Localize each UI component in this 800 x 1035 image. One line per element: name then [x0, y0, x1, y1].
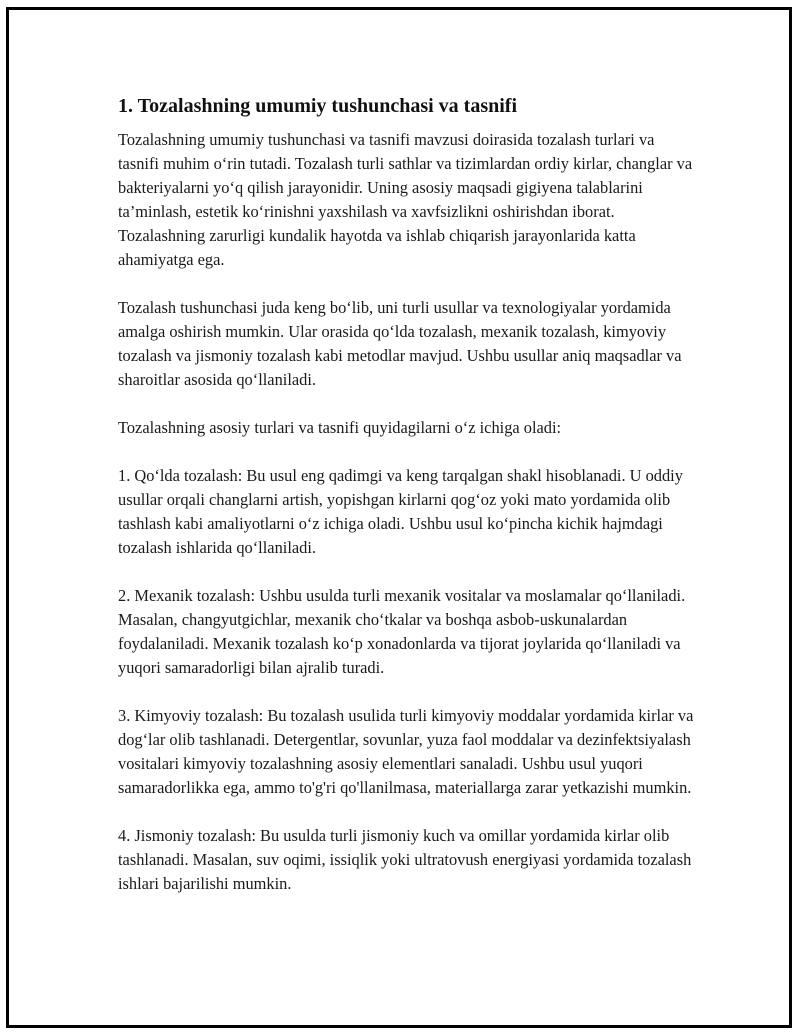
paragraph-types-intro: Tozalashning asosiy turlari va tasnifi quyidagilarni o‘z ichiga oladi:	[118, 418, 562, 437]
section-heading: 1. Tozalashning umumiy tushunchasi va tasnifi	[118, 95, 518, 117]
paragraph-mechanical-cleaning: 2. Mexanik tozalash: Ushbu usulda turli mexanik vositalar va moslamalar qo‘llaniladi. Masalan, changyutgichlar, mexanik cho‘tkalar va boshqa asbob-uskunalardan foydalaniladi. Mexanik tozalash ko‘p xonadonlarda va tijorat joylarida qo‘llaniladi va yuqori samaradorligi bilan ajralib turadi.	[118, 586, 686, 677]
paragraph-manual-cleaning: 1. Qo‘lda tozalash: Bu usul eng qadimgi va keng tarqalgan shakl hisoblanadi. U oddiy usullar orqali changlarni artish, yopishgan kirlarni qog‘oz yoki mato yordamida olib tashlash kabi amaliyotlarni o‘z ichiga oladi. Ushbu usul ko‘pincha kichik hajmdagi tozalash ishlarida qo‘llaniladi.	[118, 466, 683, 557]
paragraph-chemical-cleaning: 3. Kimyoviy tozalash: Bu tozalash usulida turli kimyoviy moddalar yordamida kirlar va dog‘lar olib tashlanadi. Detergentlar, sovunlar, yuza faol moddalar va dezinfektsiyalash vositalari kimyoviy tozalashning asosiy elementlari sanaladi. Ushbu usul yuqori samaradorlikka ega, ammo to'g'ri qo'llanilmasa, materiallarga zarar yetkazishi mumkin.	[118, 706, 694, 797]
paragraph-intro: Tozalashning umumiy tushunchasi va tasnifi mavzusi doirasida tozalash turlari va tasnifi muhim o‘rin tutadi. Tozalash turli sathlar va tizimlardan ordiy kirlar, changlar va bakteriyalarni yo‘q qilish jarayonidir. Uning asosiy maqsadi gigiyena talablarini ta’minlash, estetik ko‘rinishni yaxshilash va xavfsizlikni oshirishdan iborat. Tozalashning zarurligi kundalik hayotda va ishlab chiqarish jarayonlarida katta ahamiyatga ega.	[118, 130, 693, 269]
paragraph-physical-cleaning: 4. Jismoniy tozalash: Bu usulda turli jismoniy kuch va omillar yordamida kirlar olib tashlanadi. Masalan, suv oqimi, issiqlik yoki ultratovush energiyasi yordamida tozalash ishlari bajarilishi mumkin.	[118, 826, 692, 893]
paragraph-concept: Tozalash tushunchasi juda keng bo‘lib, uni turli usullar va texnologiyalar yordamida amalga oshirish mumkin. Ular orasida qo‘lda tozalash, mexanik tozalash, kimyoviy tozalash va jismoniy tozalash kabi metodlar mavjud. Ushbu usullar aniq maqsadlar va sharoitlar asosida qo‘llaniladi.	[118, 298, 682, 389]
document-body	[118, 92, 698, 920]
